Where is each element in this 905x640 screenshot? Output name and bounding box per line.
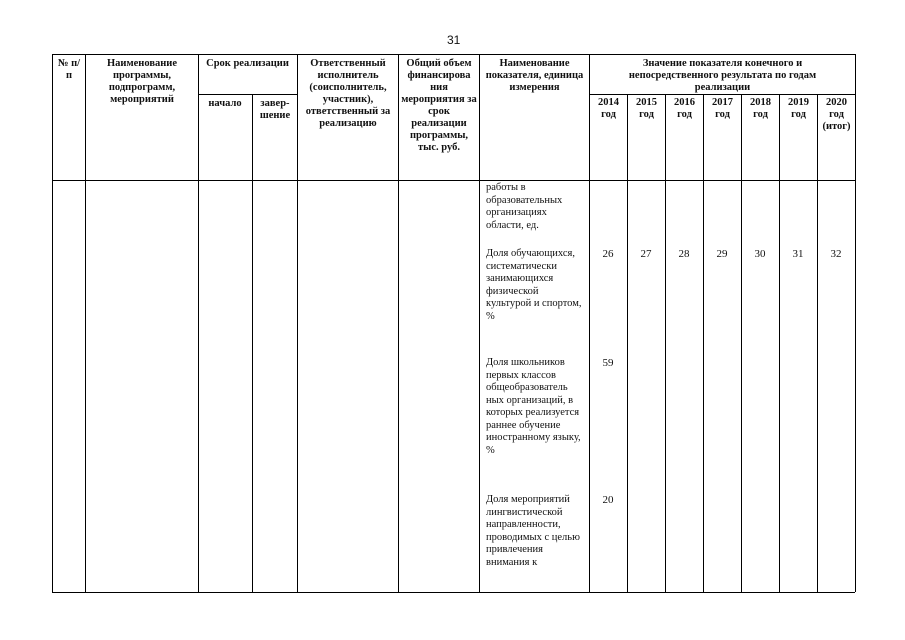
year-header-2020: 2020 год (итог) [822, 97, 851, 132]
indicator-row-4: Доля мероприятий лингвистической направленности, проводимых с целью привлечения внимания к [486, 494, 580, 568]
page-number: 31 [447, 33, 461, 47]
indicator-row-2: Доля обучающихся, систематически занимающихся физической культурой и спортом, % [486, 248, 582, 322]
header-executor: Ответственный исполнитель (соисполнитель, участник), ответственный за реализацию [305, 58, 391, 129]
header-finance: Общий объем финансирова ния мероприятия за срок реализации программы, тыс. руб. [401, 58, 477, 153]
value-cell: 32 [830, 248, 842, 260]
header-term-start: начало [208, 98, 242, 109]
value-cell: 28 [678, 248, 690, 260]
value-cell: 29 [716, 248, 728, 260]
header-indicator: Наименование показателя, единица измерения [485, 58, 584, 93]
value-cell: 20 [602, 494, 614, 506]
header-name: Наименование программы, подпрограмм, мероприятий [107, 58, 177, 105]
value-cell: 31 [792, 248, 804, 260]
header-term-end: завер-шение [259, 98, 291, 121]
year-header-2018: 2018 год [750, 97, 771, 120]
indicator-row-1: работы в образовательных организациях области, ед. [486, 182, 563, 231]
year-header-2014: 2014 год [598, 97, 619, 120]
value-cell: 59 [602, 357, 614, 369]
year-header-2015: 2015 год [636, 97, 657, 120]
value-cell: 30 [754, 248, 766, 260]
value-cell: 27 [640, 248, 652, 260]
year-header-2017: 2017 год [712, 97, 733, 120]
header-num: № п/п [57, 58, 81, 81]
year-header-2016: 2016 год [674, 97, 695, 120]
value-cell: 26 [602, 248, 614, 260]
header-values: Значение показателя конечного и непосредственного результата по годам реализации [628, 58, 817, 93]
indicator-row-3: Доля школьников первых классов общеобразователь ных организаций, в которых реализуется раннее обучение иностранному языку, % [486, 357, 581, 456]
header-term: Срок реализации [206, 58, 289, 69]
year-header-2019: 2019 год [788, 97, 809, 120]
